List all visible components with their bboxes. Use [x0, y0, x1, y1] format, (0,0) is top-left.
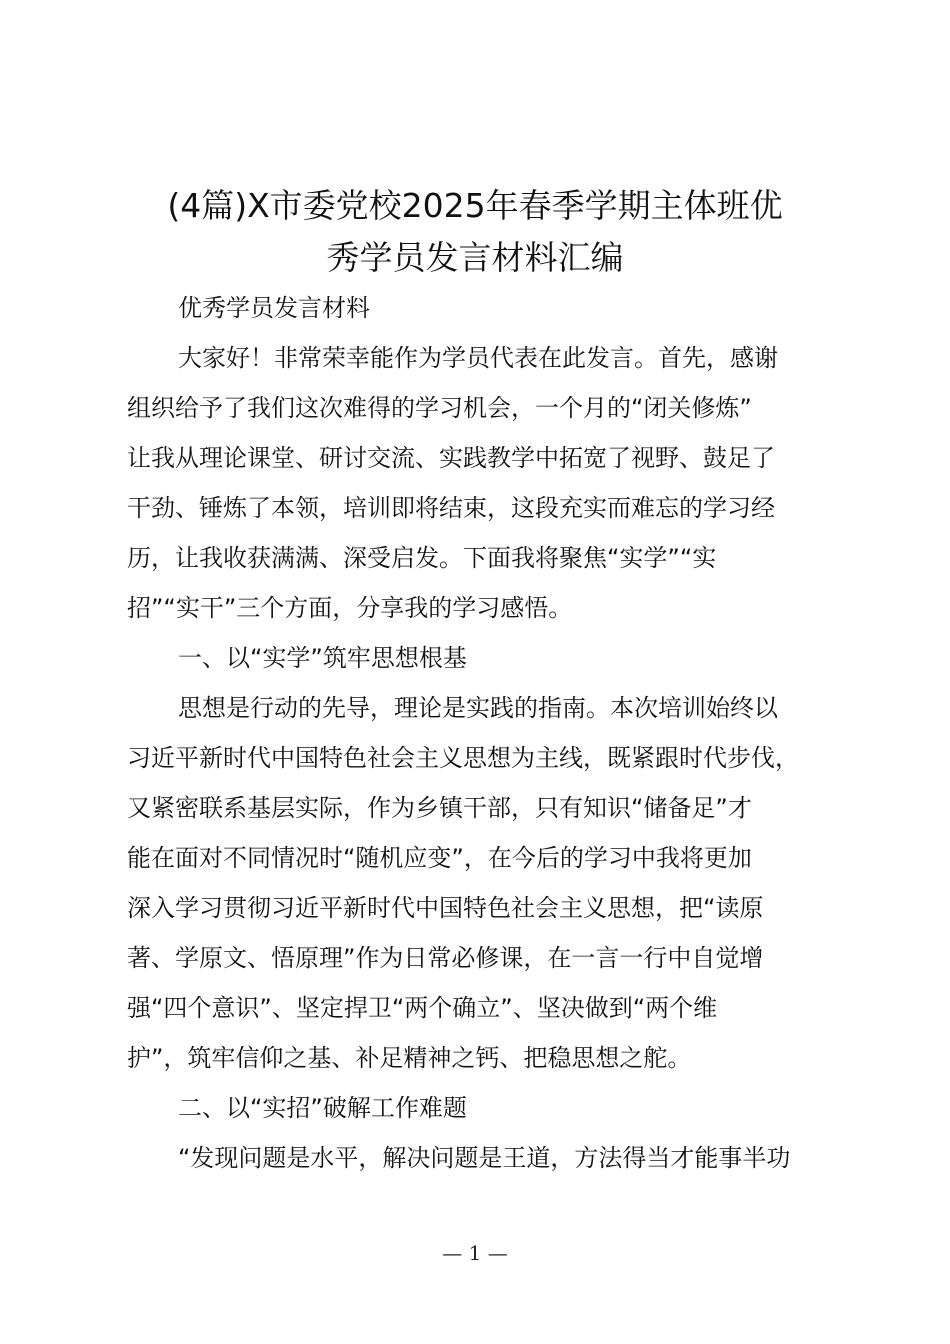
text-line: 又紧密联系基层实际，作为乡镇干部，只有知识“储备足”才	[127, 794, 752, 822]
document-title	[100, 180, 850, 284]
document-body	[127, 283, 835, 1183]
text-line: 习近平新时代中国特色社会主义思想为主线，既紧跟时代步伐，	[127, 744, 799, 772]
title-line-1: (4篇)X市委党校2025年春季学期主体班优	[167, 186, 783, 225]
text-line: 思想是行动的先导，理论是实践的指南。本次培训始终以	[178, 694, 778, 722]
text-line: 深入学习贯彻习近平新时代中国特色社会主义思想，把“读原	[127, 894, 764, 922]
text-line: 招”“实干”三个方面，分享我的学习感悟。	[127, 594, 573, 622]
text-line: 历，让我收获满满、深受启发。下面我将聚焦“实学”“实	[127, 544, 717, 572]
text-line: 护”，筑牢信仰之基、补足精神之钙、把稳思想之舵。	[127, 1044, 692, 1072]
title-line-2: 秀学员发言材料汇编	[326, 238, 624, 277]
text-line: 组织给予了我们这次难得的学习机会，一个月的“闭关修炼”	[127, 394, 752, 422]
text-line: 著、学原文、悟原理”作为日常必修课，在一言一行中自觉增	[127, 944, 764, 972]
text-line: 优秀学员发言材料	[178, 294, 370, 322]
page-number: — 1 —	[442, 1241, 508, 1265]
text-line: “发现问题是水平，解决问题是王道，方法得当才能事半功	[178, 1144, 791, 1172]
text-line: 让我从理论课堂、研讨交流、实践教学中拓宽了视野、鼓足了	[127, 444, 775, 472]
text-line: 大家好！非常荣幸能作为学员代表在此发言。首先，感谢	[178, 344, 778, 372]
text-line: 强“四个意识”、坚定捍卫“两个确立”、坚决做到“两个维	[127, 994, 718, 1022]
text-line: 一、以“实学”筑牢思想根基	[178, 644, 467, 672]
text-line: 能在面对不同情况时“随机应变”，在今后的学习中我将更加	[127, 844, 752, 872]
text-line: 干劲、锤炼了本领，培训即将结束，这段充实而难忘的学习经	[127, 494, 775, 522]
text-line: 二、以“实招”破解工作难题	[178, 1094, 467, 1122]
